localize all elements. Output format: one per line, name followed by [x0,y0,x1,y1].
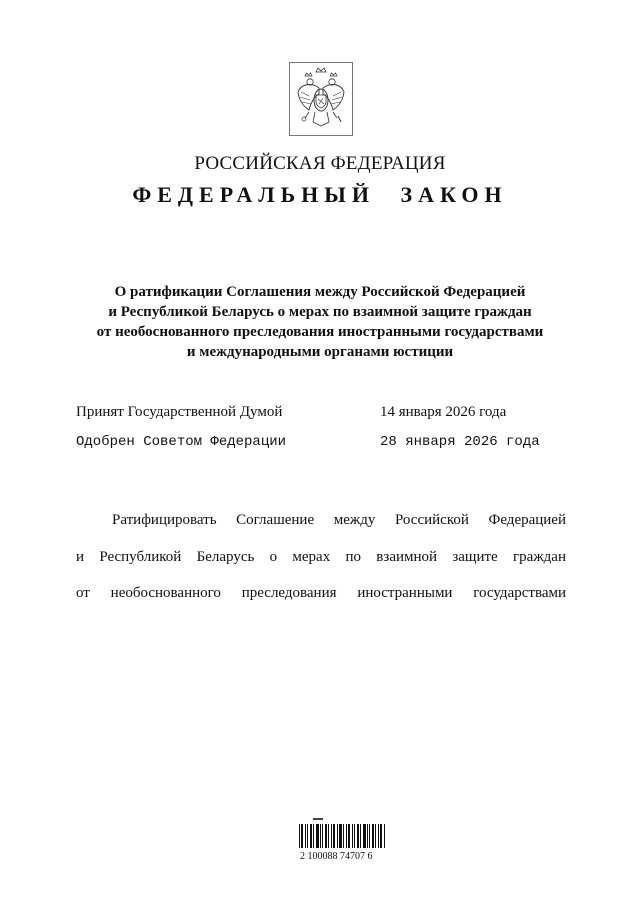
adoption-date: 14 января 2026 года [380,404,507,420]
adoption-row-duma [76,404,596,426]
law-title-line: от необоснованного преследования иностранными государствами [96,324,544,340]
adoption-label: Одобрен Советом Федерации [76,434,287,450]
law-title-line: О ратификации Соглашения между Российской Федерацией [114,284,526,300]
law-title-line: и международными органами юстиции [186,344,454,360]
adoption-label: Принят Государственной Думой [76,404,283,420]
body-text-line: от необоснованного преследования иностранными государствами [76,585,566,601]
coat-of-arms-icon [289,62,353,136]
body-text-line: Ратифицировать Соглашение между Российской Федерацией [112,512,566,528]
barcode-number: 2 100088 74707 6 [300,851,373,862]
document-type: ФЕДЕРАЛЬНЫЙ ЗАКОН [132,182,508,207]
body-text-line: и Республикой Беларусь о мерах по взаимной защите граждан [76,549,566,565]
adoption-row-council [76,434,596,456]
law-title-line: и Республикой Беларусь о мерах по взаимной защите граждан [108,304,532,320]
country-name: РОССИЙСКАЯ ФЕДЕРАЦИЯ [194,153,446,174]
law-title [70,282,570,362]
barcode-icon [297,818,387,848]
adoption-date: 28 января 2026 года [380,434,540,450]
